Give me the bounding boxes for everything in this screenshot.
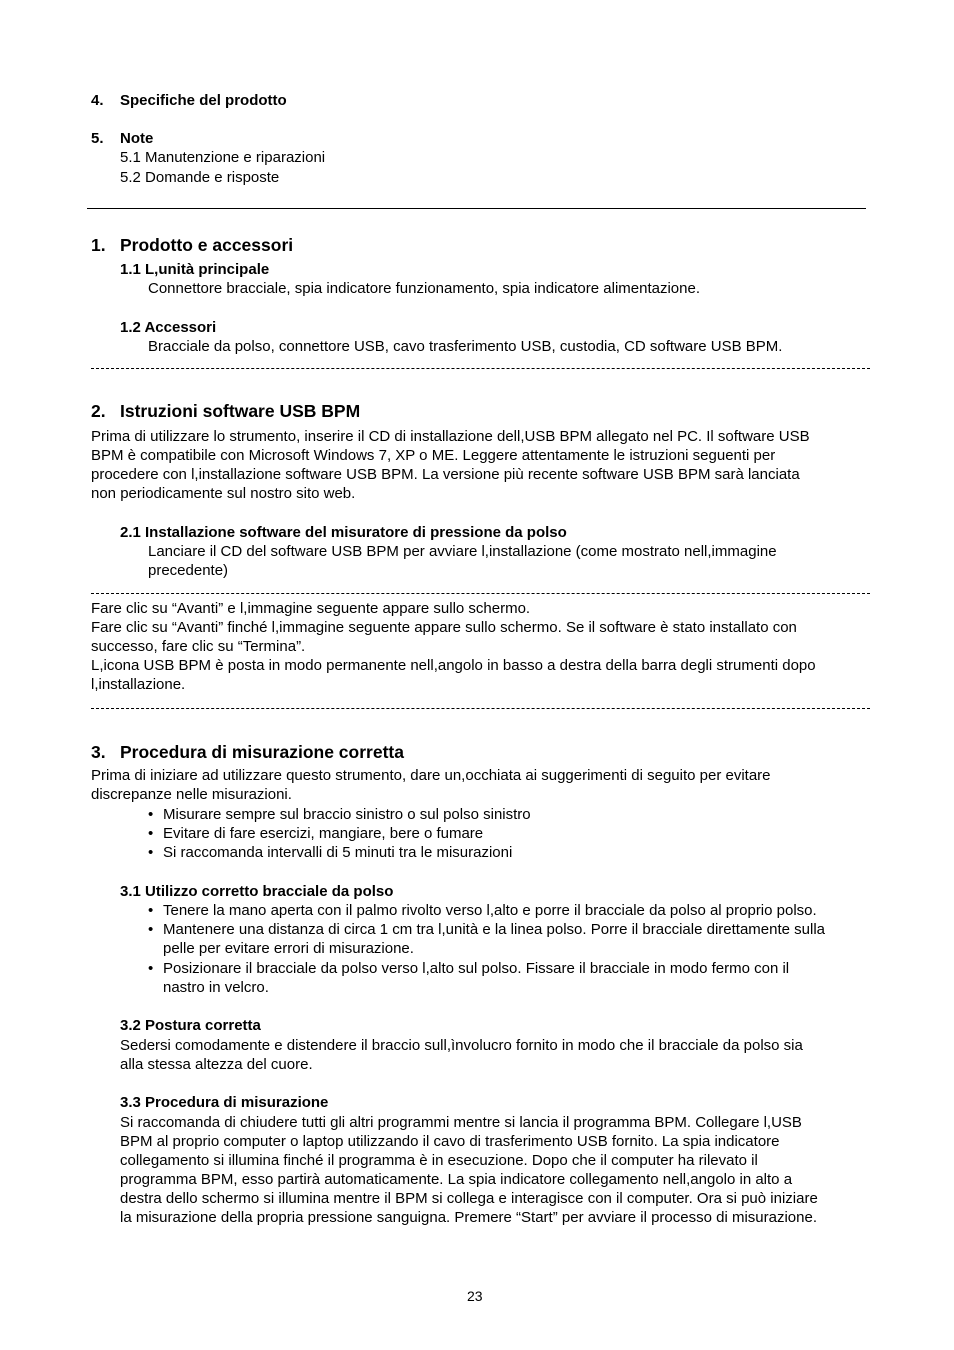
- text-line: discrepanze nelle misurazioni.: [91, 786, 292, 803]
- subsection-3-2-heading: 3.2 Postura corretta: [120, 1017, 261, 1034]
- section-1-number: 1.: [91, 235, 106, 255]
- section-3-intro: [91, 766, 866, 804]
- text-line: BPM è compatibile con Microsoft Windows 7, XP o ME. Leggere attentamente le istruzioni seguenti per: [91, 447, 776, 464]
- text-line: Fare clic su “Avanti” finché l,immagine seguente appare sullo schermo. Se il software è stato installato con: [91, 619, 797, 636]
- subsection-2-1-text: [148, 542, 868, 580]
- section-divider: [87, 208, 866, 209]
- toc-subitem-5-1: 5.1 Manutenzione e riparazioni: [120, 149, 326, 166]
- subsection-1-1-heading: 1.1 L,unità principale: [120, 261, 270, 278]
- page-number: 23: [467, 1288, 483, 1304]
- text-line: destra dello schermo si illumina mentre il BPM si collega e interagisce con il computer. Ora si può iniziare: [120, 1190, 818, 1207]
- subsection-3-3-text: [120, 1113, 870, 1227]
- text-line: Posizionare il bracciale da polso verso l,alto sul polso. Fissare il bracciale in modo fermo con il: [163, 960, 790, 977]
- toc-item-note: Note: [120, 130, 154, 147]
- installation-steps: [91, 599, 866, 694]
- text-line: pelle per evitare errori di misurazione.: [163, 940, 414, 957]
- text-line: Si raccomanda di chiudere tutti gli altri programmi mentre si lancia il programma BPM. Collegare l,USB: [120, 1114, 802, 1131]
- text-line: collegamento si illumina finché il programma è in esecuzione. Dopo che il computer ha rilevato il: [120, 1152, 758, 1169]
- dashed-divider: [91, 708, 870, 709]
- list-item-text: [163, 959, 868, 997]
- subsection-3-3-heading: 3.3 Procedura di misurazione: [120, 1094, 329, 1111]
- text-line: Sedersi comodamente e distendere il braccio sull,ìnvolucro fornito in modo che il bracciale da polso sia: [120, 1037, 803, 1054]
- bullet-icon: •: [148, 902, 154, 919]
- text-line: precedente): [148, 562, 229, 579]
- dashed-divider: [91, 593, 870, 594]
- list-item-text: [163, 920, 868, 958]
- section-3-heading: Procedura di misurazione corretta: [120, 742, 404, 762]
- dashed-divider: [91, 368, 870, 369]
- list-item-text: Misurare sempre sul braccio sinistro o sul polso sinistro: [163, 806, 531, 823]
- text-line: nastro in velcro.: [163, 979, 269, 996]
- text-line: l,installazione.: [91, 676, 186, 693]
- bullet-icon: •: [148, 825, 154, 842]
- text-line: Fare clic su “Avanti” e l,immagine seguente appare sullo schermo.: [91, 600, 531, 617]
- text-line: alla stessa altezza del cuore.: [120, 1056, 313, 1073]
- toc-item-specifiche: Specifiche del prodotto: [120, 92, 287, 109]
- toc-number-4: 4.: [91, 92, 104, 109]
- toc-subitem-5-2: 5.2 Domande e risposte: [120, 169, 280, 186]
- text-line: successo, fare clic su “Termina”.: [91, 638, 306, 655]
- text-line: Prima di iniziare ad utilizzare questo strumento, dare un,occhiata ai suggerimenti di seguito per evitare: [91, 767, 771, 784]
- text-line: Mantenere una distanza di circa 1 cm tra l,unità e la linea polso. Porre il bracciale direttamente sulla: [163, 921, 826, 938]
- toc-number-5: 5.: [91, 130, 104, 147]
- section-1-heading: Prodotto e accessori: [120, 235, 294, 255]
- section-2-intro: [91, 427, 866, 503]
- subsection-3-1-heading: 3.1 Utilizzo corretto bracciale da polso: [120, 883, 394, 900]
- text-line: BPM al proprio computer o laptop utilizzando il cavo di trasferimento USB fornito. La spia indicatore: [120, 1133, 780, 1150]
- subsection-1-1-text: Connettore bracciale, spia indicatore funzionamento, spia indicatore alimentazione.: [148, 280, 700, 297]
- text-line: L,icona USB BPM è posta in modo permanente nell,angolo in basso a destra della barra degli strumenti dopo: [91, 657, 816, 674]
- bullet-icon: •: [148, 844, 154, 861]
- text-line: programma BPM, esso partirà automaticamente. La spia indicatore collegamento nell,angolo in alto a: [120, 1171, 793, 1188]
- subsection-1-2-heading: 1.2 Accessori: [120, 319, 217, 336]
- text-line: Lanciare il CD del software USB BPM per avviare l,installazione (come mostrato nell,immagine: [148, 543, 777, 560]
- bullet-icon: •: [148, 921, 154, 938]
- section-2-heading: Istruzioni software USB BPM: [120, 401, 361, 421]
- section-2-number: 2.: [91, 401, 106, 421]
- bullet-icon: •: [148, 960, 154, 977]
- section-3-number: 3.: [91, 742, 106, 762]
- subsection-2-1-heading: 2.1 Installazione software del misuratore di pressione da polso: [120, 524, 567, 541]
- text-line: procedere con l,installazione software USB BPM. La versione più recente software USB BPM sarà lanciata: [91, 466, 800, 483]
- subsection-3-2-text: [120, 1036, 870, 1074]
- list-item-text: Tenere la mano aperta con il palmo rivolto verso l,alto e porre il bracciale da polso al proprio polso.: [163, 902, 817, 919]
- subsection-1-2-text: Bracciale da polso, connettore USB, cavo trasferimento USB, custodia, CD software USB BPM.: [148, 338, 783, 355]
- text-line: Prima di utilizzare lo strumento, inserire il CD di installazione dell,USB BPM allegato nel PC. Il software USB: [91, 428, 810, 445]
- list-item-text: Evitare di fare esercizi, mangiare, bere o fumare: [163, 825, 484, 842]
- list-item-text: Si raccomanda intervalli di 5 minuti tra le misurazioni: [163, 844, 513, 861]
- text-line: non periodicamente sul nostro sito web.: [91, 485, 356, 502]
- text-line: la misurazione della propria pressione sanguigna. Premere “Start” per avviare il processo di misurazione.: [120, 1209, 817, 1226]
- bullet-icon: •: [148, 806, 154, 823]
